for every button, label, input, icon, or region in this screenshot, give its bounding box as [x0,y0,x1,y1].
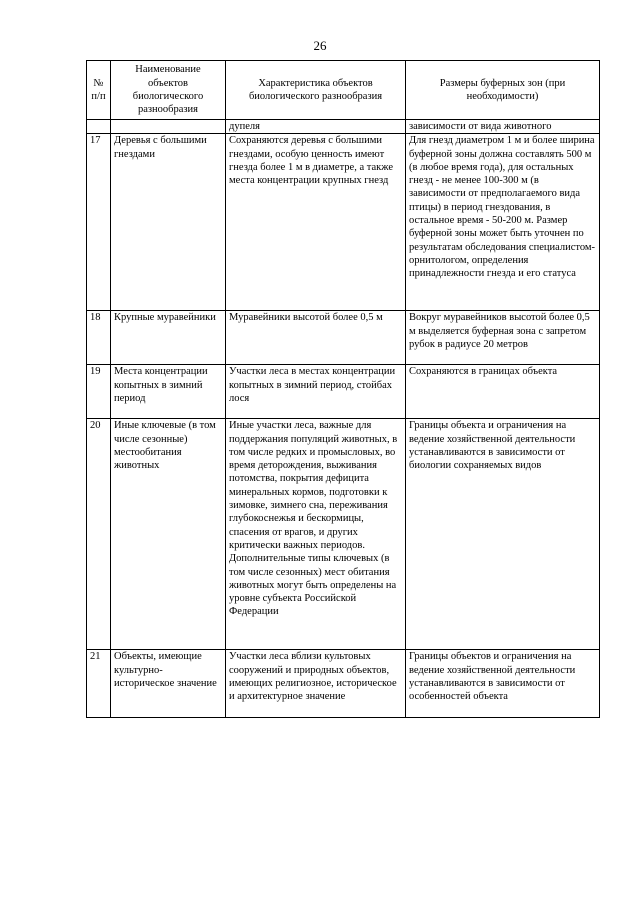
header-characteristic: Характеристика объектов биологического разнообразия [226,61,406,120]
continuation-characteristic: дупеля [226,120,406,134]
table-row [87,365,600,419]
header-buffer: Размеры буферных зон (при необходимости) [406,61,600,120]
continuation-name [111,120,226,134]
row-num: 21 [87,650,111,718]
row-characteristic: Муравейники высотой более 0,5 м [226,311,406,365]
row-buffer: Границы объекта и ограничения на ведение хозяйственной деятельности устанавливаются в зависимости от биологии сохраняемых видов [406,419,600,650]
table-row [87,311,600,365]
continuation-row [87,120,600,134]
row-num: 18 [87,311,111,365]
page-number: 26 [313,38,327,53]
row-characteristic: Сохраняются деревья с большими гнездами, особую ценность имеют гнезда более 1 м в диаметре, а также места концентрации крупных гнезд [226,134,406,311]
row-characteristic: Иные участки леса, важные для поддержания популяций животных, в том числе редких и промысловых, во время деторождения, выживания потомства, покрытия дефицита минеральных кормов, подготовки к зимовке, зимнего сна, переживания глубокоснежья и бескормицы, спасения от врагов, и других критически важных периодов. Дополнительные типы ключевых (в том числе сезонных) мест обитания животных могут быть определены на уровне субъекта Российской Федерации [226,419,406,650]
row-name: Объекты, имеющие культурно-историческое значение [111,650,226,718]
row-num: 20 [87,419,111,650]
row-name: Места концентрации копытных в зимний период [111,365,226,419]
table-row [87,419,600,650]
continuation-num [87,120,111,134]
row-buffer: Вокруг муравейников высотой более 0,5 м выделяется буферная зона с запретом рубок в радиусе 20 метров [406,311,600,365]
row-buffer: Сохраняются в границах объекта [406,365,600,419]
header-name: Наименование объектов биологического разнообразия [111,61,226,120]
row-characteristic: Участки леса в местах концентрации копытных в зимний период, стойбах лося [226,365,406,419]
header-num: № п/п [87,61,111,120]
table-row [87,650,600,718]
continuation-buffer: зависимости от вида животного [406,120,600,134]
row-name: Иные ключевые (в том числе сезонные) местообитания животных [111,419,226,650]
row-name: Крупные муравейники [111,311,226,365]
row-name: Деревья с большими гнездами [111,134,226,311]
row-buffer: Границы объектов и ограничения на ведение хозяйственной деятельности устанавливаются в зависимости от особенностей объекта [406,650,600,718]
row-num: 19 [87,365,111,419]
row-buffer: Для гнезд диаметром 1 м и более ширина буферной зоны должна составлять 500 м (в любое время года), для остальных гнезд - не менее 100-300 м (в зависимости от предполагаемого вида птицы) в период гнездования, в остальное время - 50-200 м. Размер буферной зоны может быть уточнен по результатам обследования специалистом- орнитологом, определения принадлежности гнезда и его статуса [406,134,600,311]
biodiversity-table [86,60,600,718]
table-row [87,134,600,311]
header-row [87,61,600,120]
row-num: 17 [87,134,111,311]
row-characteristic: Участки леса вблизи культовых сооружений и природных объектов, имеющих религиозное, историческое и архитектурное значение [226,650,406,718]
